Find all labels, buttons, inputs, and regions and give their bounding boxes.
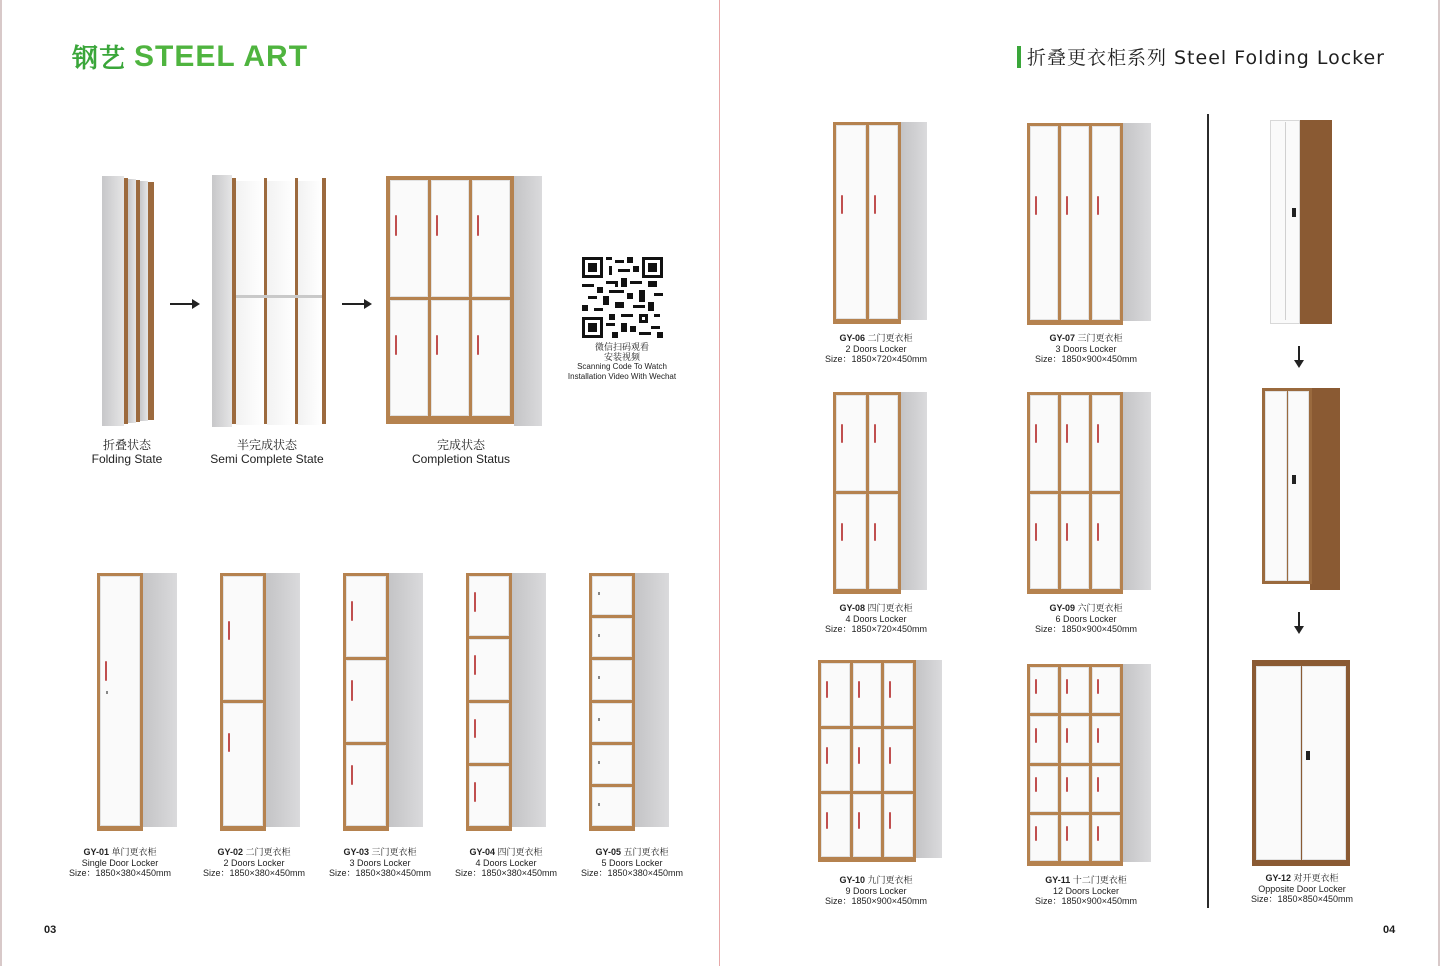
- page-spine: [719, 0, 720, 966]
- brand-cn: 钢艺: [72, 44, 127, 74]
- locker-gy-01-image: [97, 573, 177, 831]
- product-caption-gy-05: GY-05 五门更衣柜 5 Doors Locker Size：1850×380×450mm: [580, 847, 684, 878]
- product-caption-gy-07: GY-07 三门更衣柜 3 Doors Locker Size：1850×900×450mm: [1034, 333, 1138, 364]
- locker-gy-03-image: [343, 573, 423, 831]
- folding-state-caption: 折叠状态 Folding State: [91, 438, 163, 466]
- locker-gy-04-image: [466, 573, 546, 831]
- locker-gy-05-image: [589, 573, 669, 831]
- completion-locker-illustration: [386, 176, 542, 426]
- product-caption-gy-06: GY-06 二门更衣柜 2 Doors Locker Size：1850×720×450mm: [824, 333, 928, 364]
- page-edge-left: [0, 0, 2, 966]
- locker-gy-10-image: [818, 660, 942, 862]
- qr-code-icon[interactable]: [582, 257, 663, 338]
- folded-locker-illustration: [102, 176, 156, 426]
- arrow-down-icon: [1298, 346, 1300, 366]
- brand-en: STEEL ART: [134, 39, 309, 73]
- series-title: 折叠更衣柜系列 Steel Folding Locker: [1017, 43, 1385, 70]
- page-number-right: 04: [1383, 924, 1396, 936]
- product-caption-gy-04: GY-04 四门更衣柜 4 Doors Locker Size：1850×380×450mm: [454, 847, 558, 878]
- locker-gy-08-image: [833, 392, 927, 594]
- semi-complete-state-caption: 半完成状态 Semi Complete State: [210, 438, 324, 466]
- arrow-right-icon: [170, 303, 198, 305]
- locker-gy-06-image: [833, 122, 927, 324]
- locker-gy-09-image: [1027, 392, 1151, 594]
- arrow-down-icon: [1298, 612, 1300, 632]
- locker-gy-07-image: [1027, 123, 1151, 325]
- vertical-divider: [1207, 114, 1209, 908]
- product-caption-gy-12: GY-12 对开更衣柜 Opposite Door Locker Size：1850×850×450mm: [1250, 873, 1354, 904]
- brand-logo: [72, 38, 308, 75]
- arrow-right-icon: [342, 303, 370, 305]
- semi-complete-locker-illustration: [212, 175, 326, 427]
- locker-gy-12-complete-image: [1252, 660, 1350, 866]
- product-caption-gy-03: GY-03 三门更衣柜 3 Doors Locker Size：1850×380×450mm: [328, 847, 432, 878]
- product-caption-gy-02: GY-02 二门更衣柜 2 Doors Locker Size：1850×380×450mm: [202, 847, 306, 878]
- product-caption-gy-01: GY-01 单门更衣柜 Single Door Locker Size：1850×380×450mm: [68, 847, 172, 878]
- qr-caption: 微信扫码观看 安装视频 Scanning Code To Watch Installation Video With Wechat: [567, 342, 677, 381]
- product-caption-gy-08: GY-08 四门更衣柜 4 Doors Locker Size：1850×720×450mm: [824, 603, 928, 634]
- product-caption-gy-11: GY-11 十二门更衣柜 12 Doors Locker Size：1850×900×450mm: [1034, 875, 1138, 906]
- page-number-left: 03: [44, 924, 57, 936]
- product-caption-gy-09: GY-09 六门更衣柜 6 Doors Locker Size：1850×900×450mm: [1034, 603, 1138, 634]
- product-caption-gy-10: GY-10 九门更衣柜 9 Doors Locker Size：1850×900×450mm: [824, 875, 928, 906]
- locker-gy-12-closed-image: [1270, 120, 1332, 324]
- locker-gy-11-image: [1027, 664, 1151, 866]
- completion-status-caption: 完成状态 Completion Status: [411, 438, 511, 466]
- title-accent-bar: [1017, 46, 1021, 68]
- locker-gy-12-semi-image: [1262, 388, 1340, 590]
- locker-gy-02-image: [220, 573, 300, 831]
